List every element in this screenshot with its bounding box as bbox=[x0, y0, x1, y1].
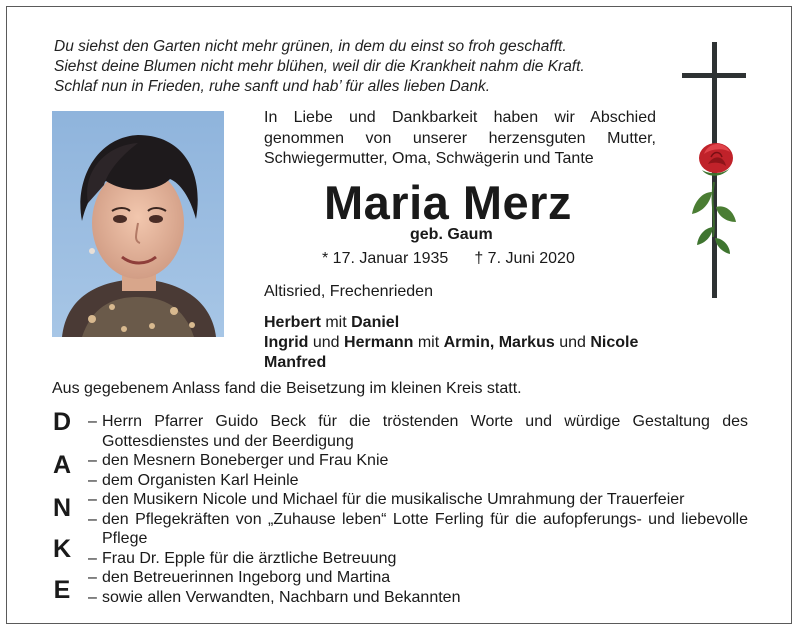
intro-line: In Liebe und Dankbarkeit haben wir Abschied bbox=[264, 109, 656, 126]
danke-letter: K bbox=[52, 535, 72, 563]
life-dates bbox=[322, 250, 575, 268]
dash: – bbox=[88, 413, 97, 430]
family-line bbox=[264, 313, 638, 333]
intro-text bbox=[264, 108, 656, 170]
dash: – bbox=[88, 452, 97, 469]
thanks-text: Herrn Pfarrer Guido Beck für die tröstenden Worte und würdige Gestaltung des Gottesdienstes und der Beerdigung bbox=[102, 413, 748, 450]
dash: – bbox=[88, 471, 97, 489]
danke-letter: D bbox=[52, 408, 72, 436]
thanks-text: dem Organisten Karl Heinle bbox=[102, 471, 299, 489]
thanks-text: den Mesnern Boneberger und Frau Knie bbox=[102, 452, 389, 469]
thanks-text: den Pflegekräften von „Zuhause leben“ Lotte Ferling für die aufopferungs- und liebevolle Pflege bbox=[102, 510, 748, 547]
family-member: Hermann bbox=[344, 334, 414, 351]
thanks-item bbox=[88, 510, 748, 549]
portrait-photo bbox=[52, 111, 224, 337]
thanks-list bbox=[88, 412, 748, 607]
danke-letter: N bbox=[52, 494, 72, 522]
birth-name: geb. Gaum bbox=[410, 226, 493, 243]
family-member: Ingrid bbox=[264, 334, 309, 351]
thanks-item bbox=[88, 568, 748, 588]
thanks-item bbox=[88, 588, 748, 608]
thanks-text: Frau Dr. Epple für die ärztliche Betreuung bbox=[102, 549, 397, 567]
thanks-item bbox=[88, 412, 748, 451]
poem-line: Siehst deine Blumen nicht mehr blühen, weil dir die Krankheit nahm die Kraft. bbox=[54, 58, 585, 75]
intro-line: Schwiegermutter, Oma, Schwägerin und Tante bbox=[264, 150, 594, 167]
death-date: † 7. Juni 2020 bbox=[474, 250, 575, 267]
birth-date: * 17. Januar 1935 bbox=[322, 250, 449, 267]
thanks-item bbox=[88, 471, 748, 491]
thanks-text: den Musikern Nicole und Michael für die musikalische Umrahmung der Trauerfeier bbox=[102, 491, 685, 508]
family-connector: mit bbox=[413, 334, 444, 351]
burial-note: Aus gegebenem Anlass fand die Beisetzung im kleinen Kreis statt. bbox=[52, 380, 522, 397]
thanks-item bbox=[88, 549, 748, 569]
family-member: Daniel bbox=[351, 314, 400, 331]
family-member: Nicole bbox=[590, 334, 639, 351]
poem-line: Schlaf nun in Frieden, ruhe sanft und hab’ für alles lieben Dank. bbox=[54, 78, 490, 95]
family-line bbox=[264, 333, 638, 353]
family-member: Manfred bbox=[264, 354, 327, 371]
dash: – bbox=[88, 491, 97, 508]
dash: – bbox=[88, 510, 97, 528]
danke-letter: A bbox=[52, 451, 72, 479]
family-list bbox=[264, 313, 638, 373]
thanks-item bbox=[88, 490, 748, 510]
dash: – bbox=[88, 569, 97, 586]
intro-line: genommen von unserer herzensguten Mutter, bbox=[264, 129, 656, 147]
family-line bbox=[264, 353, 638, 373]
family-connector: mit bbox=[320, 314, 352, 331]
family-member: Herbert bbox=[264, 314, 321, 331]
cross-with-rose-icon bbox=[680, 42, 750, 300]
family-connector: und bbox=[554, 334, 591, 351]
thanks-item bbox=[88, 451, 748, 471]
family-member: Armin, Markus bbox=[443, 334, 555, 351]
deceased-name: Maria Merz bbox=[324, 176, 572, 229]
dash: – bbox=[88, 549, 97, 567]
poem-line: Du siehst den Garten nicht mehr grünen, in dem du einst so froh geschafft. bbox=[54, 38, 567, 55]
thanks-text: den Betreuerinnen Ingeborg und Martina bbox=[102, 569, 391, 586]
family-connector: und bbox=[308, 334, 345, 351]
thanks-text: sowie allen Verwandten, Nachbarn und Bekannten bbox=[102, 588, 461, 606]
poem bbox=[54, 37, 585, 97]
places: Altisried, Frechenrieden bbox=[264, 283, 433, 300]
dash: – bbox=[88, 588, 97, 606]
danke-letter: E bbox=[53, 576, 71, 604]
